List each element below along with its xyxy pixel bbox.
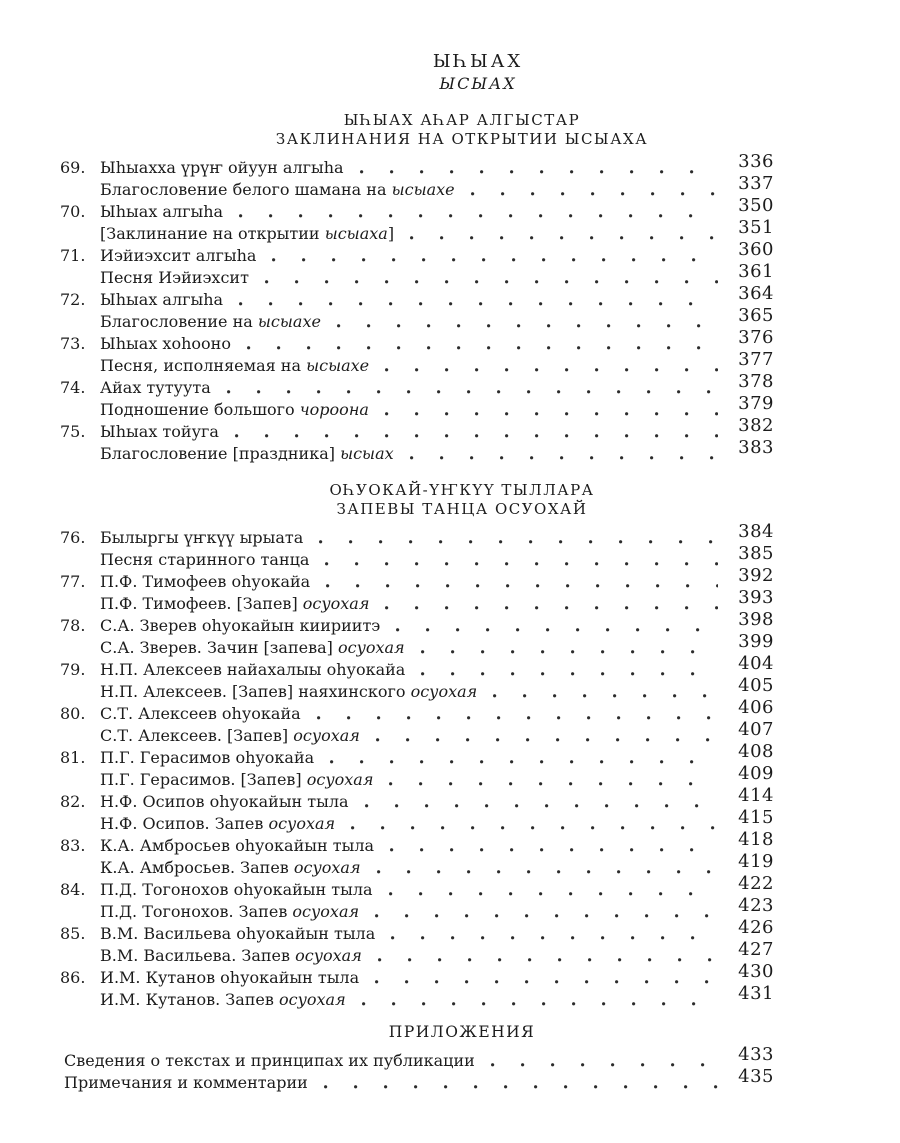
entry-title [100,791,349,813]
entry-title-text: С.А. Зверев. Зачин [запева] [100,638,338,657]
entry-title [100,355,369,377]
entry-title [100,923,375,945]
entry-title-italic: ысыахе [257,312,321,331]
entry-title-text: Примечания и комментарии [64,1073,308,1092]
section-heading [60,1023,774,1042]
toc [60,111,774,1094]
entry-number: 69. [60,158,86,177]
entry-number: 74. [60,378,86,397]
toc-row [60,349,774,377]
entry-title [100,157,344,179]
entry-title-text: Н.П. Алексеев найахалыы оһуокайа [100,660,406,679]
dot-leader [362,1002,718,1006]
entry-number: 86. [60,968,86,987]
entry-title [100,399,369,421]
dot-leader [319,540,718,544]
entry-title [100,333,231,355]
entry-title-text: П.Ф. Тимофеев. [Запев] [100,594,303,613]
entry-number: 70. [60,202,86,221]
page-number: 405 [738,675,774,696]
title-block [0,50,900,95]
page-number: 418 [738,829,774,850]
section-rows [60,151,774,465]
entry-title-text: Благословение на [100,312,258,331]
entry-number: 79. [60,660,86,679]
entry-title [100,967,359,989]
entry-title [100,813,335,835]
page-number: 427 [738,939,774,960]
entry-title-text: Благословение [праздника] [100,444,341,463]
dot-leader [389,782,718,786]
entry-title [100,681,477,703]
entry-title [100,527,303,549]
page-number: 422 [738,873,774,894]
dot-leader [317,716,718,720]
toc-row [60,239,774,267]
section-rows [60,521,774,1011]
entry-title-post: ] [387,224,395,243]
entry-number: 71. [60,246,86,265]
entry-title [100,747,314,769]
dot-leader [421,650,718,654]
entry-title [100,421,219,443]
toc-row [60,917,774,945]
dot-leader [375,914,718,918]
toc-row [60,1044,774,1072]
entry-number: 77. [60,572,86,591]
entry-title-italic: осуохая [293,726,360,745]
entry-title [100,289,223,311]
page-number: 376 [738,327,774,348]
dot-leader [410,456,718,460]
entry-title [100,659,405,681]
entry-title-text: Песня Иэйиэхсит [100,268,249,287]
entry-title-text: Айах тутуута [100,378,211,397]
entry-number: 85. [60,924,86,943]
toc-row [60,807,774,835]
toc-row [60,895,774,923]
entry-title [100,703,301,725]
page-number: 399 [738,631,774,652]
toc-row [60,521,774,549]
dot-leader [391,936,718,940]
entry-title-text: С.Т. Алексеев оһуокайа [100,704,301,723]
dot-leader [239,214,718,218]
toc-row [60,697,774,725]
entry-title-text: В.М. Васильева оһуокайын тыла [100,924,376,943]
entry-title-text: Н.Ф. Осипов оһуокайын тыла [100,792,349,811]
toc-row [60,609,774,637]
dot-leader [360,170,718,174]
dot-leader [385,368,718,372]
entry-title [100,311,321,333]
section-heading-line: ПРИЛОЖЕНИЯ [388,1023,536,1041]
entry-title-text: И.М. Кутанов оһуокайын тыла [100,968,360,987]
dot-leader [389,892,718,896]
page-number: 415 [738,807,774,828]
page-number: 426 [738,917,774,938]
toc-row [60,741,774,769]
toc-row [60,195,774,223]
dot-leader [330,760,718,764]
toc-row [60,327,774,355]
dot-leader [493,694,718,698]
page-number: 382 [738,415,774,436]
page-number: 404 [738,653,774,674]
entry-number: 73. [60,334,86,353]
entry-title [100,179,455,201]
section-rows [60,1044,774,1094]
entry-title-text: Былыргы үҥкүү ырыата [100,528,304,547]
page-number: 414 [738,785,774,806]
dot-leader [247,346,718,350]
toc-row [60,217,774,245]
dot-leader [375,980,718,984]
entry-title-italic: чороона [299,400,369,419]
entry-title [64,1072,308,1094]
dot-leader [396,628,718,632]
page-number: 430 [738,961,774,982]
page-number: 431 [738,983,774,1004]
page-number: 365 [738,305,774,326]
entry-title-text: Благословение белого шамана на [100,180,392,199]
entry-title [100,593,369,615]
entry-title-text: Подношение большого [100,400,300,419]
entry-number: 84. [60,880,86,899]
entry-title-text: П.Д. Тогонохов оһуокайын тыла [100,880,373,899]
toc-row [60,961,774,989]
entry-title-italic: осуохая [302,594,370,613]
entry-number: 82. [60,792,86,811]
page-number: 364 [738,283,774,304]
section-heading-line: ЫҺЫАХ АҺАР АЛГЫСТАР [343,111,581,129]
dot-leader [421,672,718,676]
entry-title-italic: осуохая [279,990,346,1009]
entry-title [100,615,380,637]
section-heading-line: ЗАПЕВЫ ТАНЦА ОСУОХАЙ [336,500,588,518]
toc-row [60,1066,774,1094]
page-number: 407 [738,719,774,740]
entry-title-text: Н.П. Алексеев. [Запев] наяхинского [100,682,411,701]
toc-row [60,437,774,465]
dot-leader [385,606,718,610]
dot-leader [235,434,718,438]
entry-title-text: К.А. Амбросьев оһуокайын тыла [100,836,375,855]
entry-title-italic: осуохая [306,770,374,789]
entry-title [100,571,310,593]
entry-title [100,443,394,465]
toc-row [60,151,774,179]
entry-number: 81. [60,748,86,767]
toc-row [60,653,774,681]
toc-row [60,675,774,703]
entry-title-text: П.Ф. Тимофеев оһуокайа [100,572,311,591]
dot-leader [326,584,718,588]
entry-title [100,989,346,1011]
page-number: 398 [738,609,774,630]
dot-leader [324,1085,718,1089]
entry-title [100,201,223,223]
entry-title [100,637,405,659]
page-title-russian: ЫСЫАХ [439,74,517,93]
section-heading-line: ОҺУОКАЙ-ҮҤКҮҮ ТЫЛЛАРА [329,481,595,499]
page-number: 336 [738,151,774,172]
dot-leader [390,848,718,852]
page-number: 361 [738,261,774,282]
section-heading-line: ЗАКЛИНАНИЯ НА ОТКРЫТИИ ЫСЫАХА [275,130,649,148]
page-number: 392 [738,565,774,586]
entry-title-italic: осуохая [410,682,478,701]
entry-title [100,835,374,857]
toc-row [60,173,774,201]
entry-title [100,377,211,399]
entry-title [100,725,360,747]
page-number: 435 [738,1066,774,1087]
dot-leader [272,258,718,262]
toc-row [60,305,774,333]
toc-row [60,873,774,901]
toc-row [60,565,774,593]
entry-title-italic: ысыахе [391,180,455,199]
entry-title-text: С.А. Зверев оһуокайын киириитэ [100,616,381,635]
entry-title-text: П.Г. Герасимов оһуокайа [100,748,315,767]
entry-number: 75. [60,422,86,441]
toc-row [60,983,774,1011]
entry-number: 76. [60,528,86,547]
page-number: 419 [738,851,774,872]
entry-title-italic: ысыах [340,444,394,463]
toc-row [60,719,774,747]
toc-row [60,261,774,289]
dot-leader [227,390,718,394]
entry-title-text: [Заклинание на открытии [100,224,325,243]
page-number: 408 [738,741,774,762]
entry-title-italic: осуохая [337,638,405,657]
dot-leader [378,958,718,962]
entry-title-text: Ыһыахха үрүҥ ойуун алгыһа [100,158,344,177]
page-number: 351 [738,217,774,238]
page-number: 423 [738,895,774,916]
page-number: 385 [738,543,774,564]
page-number: 433 [738,1044,774,1065]
entry-title-text: П.Г. Герасимов. [Запев] [100,770,307,789]
dot-leader [325,562,718,566]
entry-title-text: Сведения о текстах и принципах их публикации [64,1051,475,1070]
dot-leader [377,870,718,874]
page-number: 409 [738,763,774,784]
dot-leader [365,804,718,808]
entry-title-text: К.А. Амбросьев. Запев [100,858,294,877]
dot-leader [491,1063,718,1067]
entry-title-text: И.М. Кутанов. Запев [100,990,279,1009]
entry-title-italic: осуохая [268,814,336,833]
entry-number: 72. [60,290,86,309]
entry-title-text: С.Т. Алексеев. [Запев] [100,726,294,745]
toc-row [60,393,774,421]
section-heading [60,111,774,149]
entry-number: 80. [60,704,86,723]
toc-row [60,587,774,615]
entry-title [64,1050,475,1072]
dot-leader [265,280,718,284]
page-number: 383 [738,437,774,458]
page-number: 337 [738,173,774,194]
entry-title-text: Иэйиэхсит алгыһа [100,246,257,265]
page-number: 378 [738,371,774,392]
toc-row [60,631,774,659]
entry-title-text: П.Д. Тогонохов. Запев [100,902,293,921]
toc-row [60,829,774,857]
entry-title [100,769,373,791]
entry-title-italic: ысыаха [324,224,388,243]
entry-number: 83. [60,836,86,855]
entry-title-text: Ыһыах хоһооно [100,334,231,353]
entry-title-text: Ыһыах тойуга [100,422,219,441]
toc-row [60,851,774,879]
toc-row [60,283,774,311]
entry-title-italic: осуохая [293,858,361,877]
toc-row [60,785,774,813]
dot-leader [385,412,718,416]
entry-title-text: В.М. Васильева. Запев [100,946,296,965]
entry-title [100,549,309,571]
entry-title [100,857,361,879]
page-number: 360 [738,239,774,260]
toc-row [60,415,774,443]
toc-row [60,939,774,967]
entry-title-text: Н.Ф. Осипов. Запев [100,814,269,833]
entry-title-italic: осуохая [295,946,362,965]
page-title-yakut: ЫҺЫАХ [432,51,524,72]
dot-leader [351,826,718,830]
entry-title-text: Ыһыах алгыһа [100,202,224,221]
toc-row [60,371,774,399]
entry-title [100,223,394,245]
entry-title [100,879,373,901]
entry-title [100,245,256,267]
page-number: 377 [738,349,774,370]
entry-title [100,945,362,967]
page-number: 384 [738,521,774,542]
entry-title-text: Песня старинного танца [100,550,310,569]
entry-title [100,267,249,289]
entry-title-text: Ыһыах алгыһа [100,290,224,309]
toc-row [60,543,774,571]
entry-title-text: Песня, исполняемая на [100,356,307,375]
entry-title-italic: осуохая [292,902,360,921]
entry-title [100,901,359,923]
page-number: 379 [738,393,774,414]
dot-leader [239,302,718,306]
dot-leader [337,324,718,328]
dot-leader [410,236,718,240]
page-number: 350 [738,195,774,216]
page-number: 393 [738,587,774,608]
entry-number: 78. [60,616,86,635]
page-number: 406 [738,697,774,718]
dot-leader [471,192,718,196]
toc-row [60,763,774,791]
dot-leader [376,738,718,742]
section-heading [60,481,774,519]
entry-title-italic: ысыахе [306,356,370,375]
